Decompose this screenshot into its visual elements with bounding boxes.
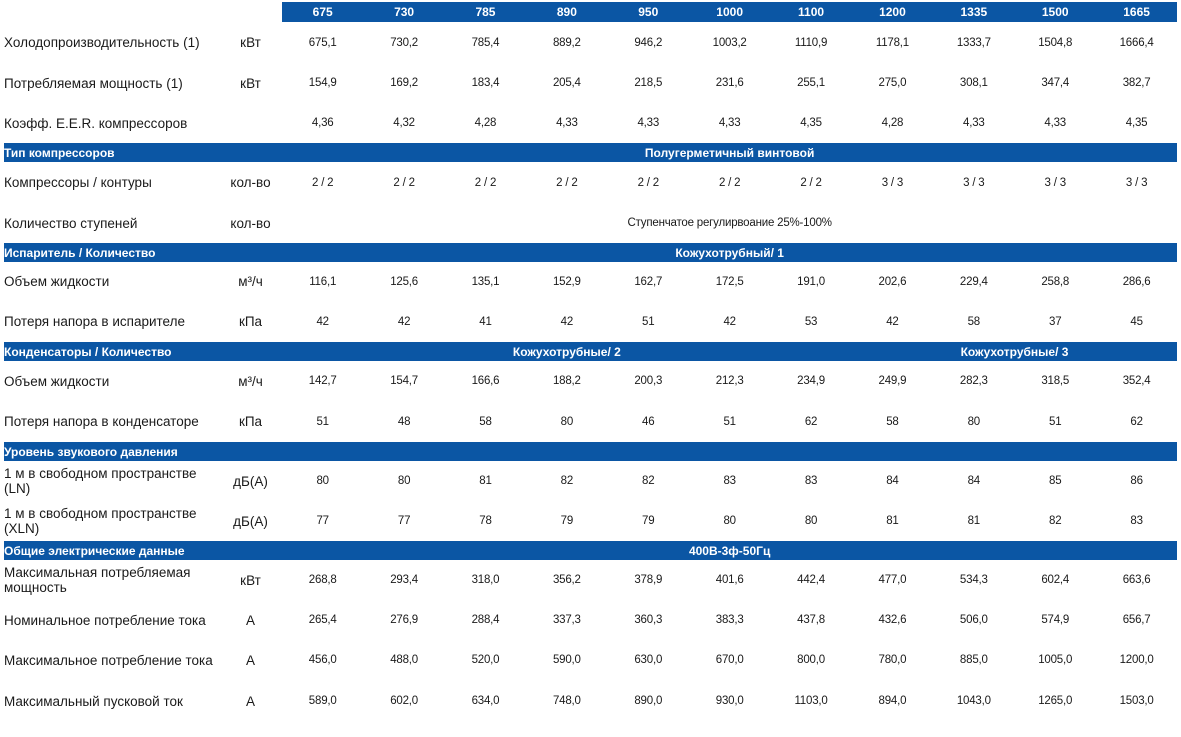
value-cell: 82 bbox=[1015, 501, 1096, 541]
value-cell: 77 bbox=[282, 501, 363, 541]
value-cell: 86 bbox=[1096, 461, 1177, 501]
value-cell: 77 bbox=[363, 501, 444, 541]
row-unit: м³/ч bbox=[219, 361, 282, 401]
row-label: Потребляемая мощность (1) bbox=[4, 63, 219, 103]
value-cell: 1666,4 bbox=[1096, 22, 1177, 63]
value-cell: 748,0 bbox=[526, 680, 607, 722]
value-cell: 62 bbox=[1096, 401, 1177, 442]
value-cell: 82 bbox=[526, 461, 607, 501]
row-label: Номинальное потребление тока bbox=[4, 600, 219, 640]
row-unit: кПа bbox=[219, 401, 282, 442]
section-header-compressor-type bbox=[4, 143, 1177, 162]
value-cell: 675,1 bbox=[282, 22, 363, 63]
value-cell: 432,6 bbox=[852, 600, 933, 640]
value-cell: 81 bbox=[445, 461, 526, 501]
value-cell: 46 bbox=[608, 401, 689, 442]
value-cell: 83 bbox=[689, 461, 770, 501]
value-cell: 42 bbox=[526, 301, 607, 342]
row-unit: кол-во bbox=[219, 162, 282, 203]
value-cell: 4,36 bbox=[282, 103, 363, 143]
value-cell: 255,1 bbox=[770, 63, 851, 103]
table-row bbox=[4, 501, 1177, 541]
row-label: Максимальное потребление тока bbox=[4, 640, 219, 680]
value-cell: 80 bbox=[770, 501, 851, 541]
steps-value: Ступенчатое регулирвоание 25%-100% bbox=[282, 203, 1177, 243]
table-row bbox=[4, 401, 1177, 442]
value-cell: 85 bbox=[1015, 461, 1096, 501]
value-cell: 477,0 bbox=[852, 560, 933, 600]
value-cell: 602,4 bbox=[1015, 560, 1096, 600]
row-label: Максимальный пусковой ток bbox=[4, 680, 219, 722]
model-header-cell: 950 bbox=[608, 2, 689, 22]
value-cell: 2 / 2 bbox=[445, 162, 526, 203]
value-cell: 37 bbox=[1015, 301, 1096, 342]
value-cell: 51 bbox=[608, 301, 689, 342]
row-label: Холодопроизводительность (1) bbox=[4, 22, 219, 63]
section-value: Кожухотрубный/ 1 bbox=[282, 243, 1177, 262]
value-cell: 885,0 bbox=[933, 640, 1014, 680]
value-cell: 656,7 bbox=[1096, 600, 1177, 640]
value-cell: 352,4 bbox=[1096, 361, 1177, 401]
model-header-cell: 1100 bbox=[770, 2, 851, 22]
value-cell: 889,2 bbox=[526, 22, 607, 63]
table-row-steps bbox=[4, 203, 1177, 243]
row-unit: кПа bbox=[219, 301, 282, 342]
value-cell: 80 bbox=[689, 501, 770, 541]
value-cell: 318,0 bbox=[445, 560, 526, 600]
value-cell: 780,0 bbox=[852, 640, 933, 680]
value-cell: 2 / 2 bbox=[770, 162, 851, 203]
value-cell: 3 / 3 bbox=[852, 162, 933, 203]
value-cell: 589,0 bbox=[282, 680, 363, 722]
row-label: Потеря напора в испарителе bbox=[4, 301, 219, 342]
row-label: Объем жидкости bbox=[4, 262, 219, 301]
row-unit: кВт bbox=[219, 22, 282, 63]
row-label: Компрессоры / контуры bbox=[4, 162, 219, 203]
table-row bbox=[4, 361, 1177, 401]
value-cell: 506,0 bbox=[933, 600, 1014, 640]
value-cell: 58 bbox=[933, 301, 1014, 342]
value-cell: 152,9 bbox=[526, 262, 607, 301]
section-header-electrical bbox=[4, 541, 1177, 560]
value-cell: 135,1 bbox=[445, 262, 526, 301]
section-title: Тип компрессоров bbox=[4, 143, 282, 162]
model-header-cell: 675 bbox=[282, 2, 363, 22]
value-cell: 4,33 bbox=[608, 103, 689, 143]
value-cell: 360,3 bbox=[608, 600, 689, 640]
value-cell: 2 / 2 bbox=[526, 162, 607, 203]
value-cell: 590,0 bbox=[526, 640, 607, 680]
value-cell: 58 bbox=[852, 401, 933, 442]
value-cell: 286,6 bbox=[1096, 262, 1177, 301]
row-unit: A bbox=[219, 600, 282, 640]
value-cell: 51 bbox=[1015, 401, 1096, 442]
value-cell: 2 / 2 bbox=[689, 162, 770, 203]
table-row bbox=[4, 640, 1177, 680]
value-cell: 249,9 bbox=[852, 361, 933, 401]
value-cell: 51 bbox=[282, 401, 363, 442]
value-cell: 191,0 bbox=[770, 262, 851, 301]
value-cell: 383,3 bbox=[689, 600, 770, 640]
value-cell: 382,7 bbox=[1096, 63, 1177, 103]
value-cell: 4,35 bbox=[770, 103, 851, 143]
value-cell: 4,32 bbox=[363, 103, 444, 143]
value-cell: 79 bbox=[526, 501, 607, 541]
value-cell: 1265,0 bbox=[1015, 680, 1096, 722]
value-cell: 80 bbox=[526, 401, 607, 442]
row-label: 1 м в свободном пространстве (XLN) bbox=[4, 501, 219, 541]
value-cell: 337,3 bbox=[526, 600, 607, 640]
value-cell: 456,0 bbox=[282, 640, 363, 680]
value-cell: 2 / 2 bbox=[363, 162, 444, 203]
value-cell: 293,4 bbox=[363, 560, 444, 600]
value-cell: 4,28 bbox=[852, 103, 933, 143]
value-cell: 48 bbox=[363, 401, 444, 442]
value-cell: 42 bbox=[689, 301, 770, 342]
table-row bbox=[4, 262, 1177, 301]
value-cell: 212,3 bbox=[689, 361, 770, 401]
value-cell: 80 bbox=[933, 401, 1014, 442]
model-header-cell: 1665 bbox=[1096, 2, 1177, 22]
value-cell: 602,0 bbox=[363, 680, 444, 722]
row-unit: кол-во bbox=[219, 203, 282, 243]
value-cell: 172,5 bbox=[689, 262, 770, 301]
value-cell: 1110,9 bbox=[770, 22, 851, 63]
model-header-cell: 1500 bbox=[1015, 2, 1096, 22]
value-cell: 265,4 bbox=[282, 600, 363, 640]
value-cell: 1333,7 bbox=[933, 22, 1014, 63]
value-cell: 79 bbox=[608, 501, 689, 541]
value-cell: 574,9 bbox=[1015, 600, 1096, 640]
value-cell: 318,5 bbox=[1015, 361, 1096, 401]
value-cell: 205,4 bbox=[526, 63, 607, 103]
value-cell: 4,28 bbox=[445, 103, 526, 143]
section-value: Кожухотрубные/ 3 bbox=[852, 342, 1178, 361]
section-value: Полугерметичный винтовой bbox=[282, 143, 1177, 162]
value-cell: 534,3 bbox=[933, 560, 1014, 600]
header-blank-cell bbox=[219, 2, 282, 22]
value-cell: 634,0 bbox=[445, 680, 526, 722]
value-cell: 84 bbox=[852, 461, 933, 501]
value-cell: 800,0 bbox=[770, 640, 851, 680]
table-row bbox=[4, 600, 1177, 640]
value-cell: 162,7 bbox=[608, 262, 689, 301]
value-cell: 356,2 bbox=[526, 560, 607, 600]
value-cell: 53 bbox=[770, 301, 851, 342]
value-cell: 378,9 bbox=[608, 560, 689, 600]
row-unit: м³/ч bbox=[219, 262, 282, 301]
value-cell: 288,4 bbox=[445, 600, 526, 640]
row-label: 1 м в свободном пространстве (LN) bbox=[4, 461, 219, 501]
value-cell: 188,2 bbox=[526, 361, 607, 401]
value-cell: 3 / 3 bbox=[1096, 162, 1177, 203]
value-cell: 1503,0 bbox=[1096, 680, 1177, 722]
value-cell: 663,6 bbox=[1096, 560, 1177, 600]
value-cell: 51 bbox=[689, 401, 770, 442]
value-cell: 282,3 bbox=[933, 361, 1014, 401]
value-cell: 116,1 bbox=[282, 262, 363, 301]
model-header-cell: 1000 bbox=[689, 2, 770, 22]
value-cell: 1043,0 bbox=[933, 680, 1014, 722]
row-label: Объем жидкости bbox=[4, 361, 219, 401]
value-cell: 4,33 bbox=[526, 103, 607, 143]
section-header-evaporator bbox=[4, 243, 1177, 262]
value-cell: 154,9 bbox=[282, 63, 363, 103]
value-cell: 1504,8 bbox=[1015, 22, 1096, 63]
table-row bbox=[4, 301, 1177, 342]
value-cell: 78 bbox=[445, 501, 526, 541]
value-cell: 42 bbox=[852, 301, 933, 342]
value-cell: 200,3 bbox=[608, 361, 689, 401]
value-cell: 2 / 2 bbox=[608, 162, 689, 203]
table-row bbox=[4, 560, 1177, 600]
value-cell: 1178,1 bbox=[852, 22, 933, 63]
row-label: Потеря напора в конденсаторе bbox=[4, 401, 219, 442]
value-cell: 785,4 bbox=[445, 22, 526, 63]
section-title: Испаритель / Количество bbox=[4, 243, 282, 262]
row-unit: дБ(А) bbox=[219, 501, 282, 541]
value-cell: 41 bbox=[445, 301, 526, 342]
model-header-cell: 1335 bbox=[933, 2, 1014, 22]
model-header-cell: 785 bbox=[445, 2, 526, 22]
row-label: Количество ступеней bbox=[4, 203, 219, 243]
table-row bbox=[4, 63, 1177, 103]
value-cell: 80 bbox=[282, 461, 363, 501]
section-title: Конденсаторы / Количество bbox=[4, 342, 282, 361]
value-cell: 630,0 bbox=[608, 640, 689, 680]
section-value: Кожухотрубные/ 2 bbox=[282, 342, 852, 361]
section-value: 400В-3ф-50Гц bbox=[282, 541, 1177, 560]
value-cell: 3 / 3 bbox=[933, 162, 1014, 203]
value-cell: 183,4 bbox=[445, 63, 526, 103]
value-cell: 234,9 bbox=[770, 361, 851, 401]
value-cell: 4,33 bbox=[933, 103, 1014, 143]
value-cell: 4,33 bbox=[689, 103, 770, 143]
value-cell: 81 bbox=[852, 501, 933, 541]
value-cell: 4,33 bbox=[1015, 103, 1096, 143]
value-cell: 83 bbox=[1096, 501, 1177, 541]
value-cell: 3 / 3 bbox=[1015, 162, 1096, 203]
value-cell: 202,6 bbox=[852, 262, 933, 301]
model-header-cell: 730 bbox=[363, 2, 444, 22]
value-cell: 169,2 bbox=[363, 63, 444, 103]
value-cell: 1005,0 bbox=[1015, 640, 1096, 680]
value-cell: 42 bbox=[363, 301, 444, 342]
value-cell: 166,6 bbox=[445, 361, 526, 401]
table-row bbox=[4, 103, 1177, 143]
value-cell: 275,0 bbox=[852, 63, 933, 103]
value-cell: 4,35 bbox=[1096, 103, 1177, 143]
row-unit: кВт bbox=[219, 560, 282, 600]
value-cell: 437,8 bbox=[770, 600, 851, 640]
row-label: Коэфф. E.E.R. компрессоров bbox=[4, 103, 219, 143]
value-cell: 82 bbox=[608, 461, 689, 501]
value-cell: 218,5 bbox=[608, 63, 689, 103]
value-cell: 142,7 bbox=[282, 361, 363, 401]
value-cell: 154,7 bbox=[363, 361, 444, 401]
row-unit: A bbox=[219, 640, 282, 680]
model-header-cell: 890 bbox=[526, 2, 607, 22]
section-title: Общие электрические данные bbox=[4, 541, 282, 560]
row-unit: дБ(А) bbox=[219, 461, 282, 501]
value-cell: 670,0 bbox=[689, 640, 770, 680]
value-cell: 347,4 bbox=[1015, 63, 1096, 103]
value-cell: 401,6 bbox=[689, 560, 770, 600]
value-cell: 488,0 bbox=[363, 640, 444, 680]
value-cell: 258,8 bbox=[1015, 262, 1096, 301]
value-cell: 84 bbox=[933, 461, 1014, 501]
value-cell: 2 / 2 bbox=[282, 162, 363, 203]
value-cell: 276,9 bbox=[363, 600, 444, 640]
table-row bbox=[4, 680, 1177, 722]
model-header-cell: 1200 bbox=[852, 2, 933, 22]
value-cell: 730,2 bbox=[363, 22, 444, 63]
value-cell: 894,0 bbox=[852, 680, 933, 722]
value-cell: 520,0 bbox=[445, 640, 526, 680]
model-header-row bbox=[4, 2, 1177, 22]
value-cell: 42 bbox=[282, 301, 363, 342]
value-cell: 1103,0 bbox=[770, 680, 851, 722]
value-cell: 231,6 bbox=[689, 63, 770, 103]
table-row bbox=[4, 22, 1177, 63]
value-cell: 229,4 bbox=[933, 262, 1014, 301]
section-title: Уровень звукового давления bbox=[4, 442, 1177, 461]
value-cell: 125,6 bbox=[363, 262, 444, 301]
value-cell: 268,8 bbox=[282, 560, 363, 600]
value-cell: 80 bbox=[363, 461, 444, 501]
value-cell: 442,4 bbox=[770, 560, 851, 600]
value-cell: 1200,0 bbox=[1096, 640, 1177, 680]
row-label: Максимальная потребляемая мощность bbox=[4, 560, 219, 600]
table-row bbox=[4, 162, 1177, 203]
value-cell: 45 bbox=[1096, 301, 1177, 342]
value-cell: 58 bbox=[445, 401, 526, 442]
value-cell: 81 bbox=[933, 501, 1014, 541]
row-unit: кВт bbox=[219, 63, 282, 103]
value-cell: 890,0 bbox=[608, 680, 689, 722]
header-blank-cell bbox=[4, 2, 219, 22]
table-row bbox=[4, 461, 1177, 501]
value-cell: 1003,2 bbox=[689, 22, 770, 63]
value-cell: 946,2 bbox=[608, 22, 689, 63]
row-unit bbox=[219, 103, 282, 143]
section-header-sound bbox=[4, 442, 1177, 461]
value-cell: 308,1 bbox=[933, 63, 1014, 103]
value-cell: 62 bbox=[770, 401, 851, 442]
value-cell: 83 bbox=[770, 461, 851, 501]
specifications-table bbox=[4, 2, 1177, 722]
value-cell: 930,0 bbox=[689, 680, 770, 722]
section-header-condensers bbox=[4, 342, 1177, 361]
row-unit: A bbox=[219, 680, 282, 722]
